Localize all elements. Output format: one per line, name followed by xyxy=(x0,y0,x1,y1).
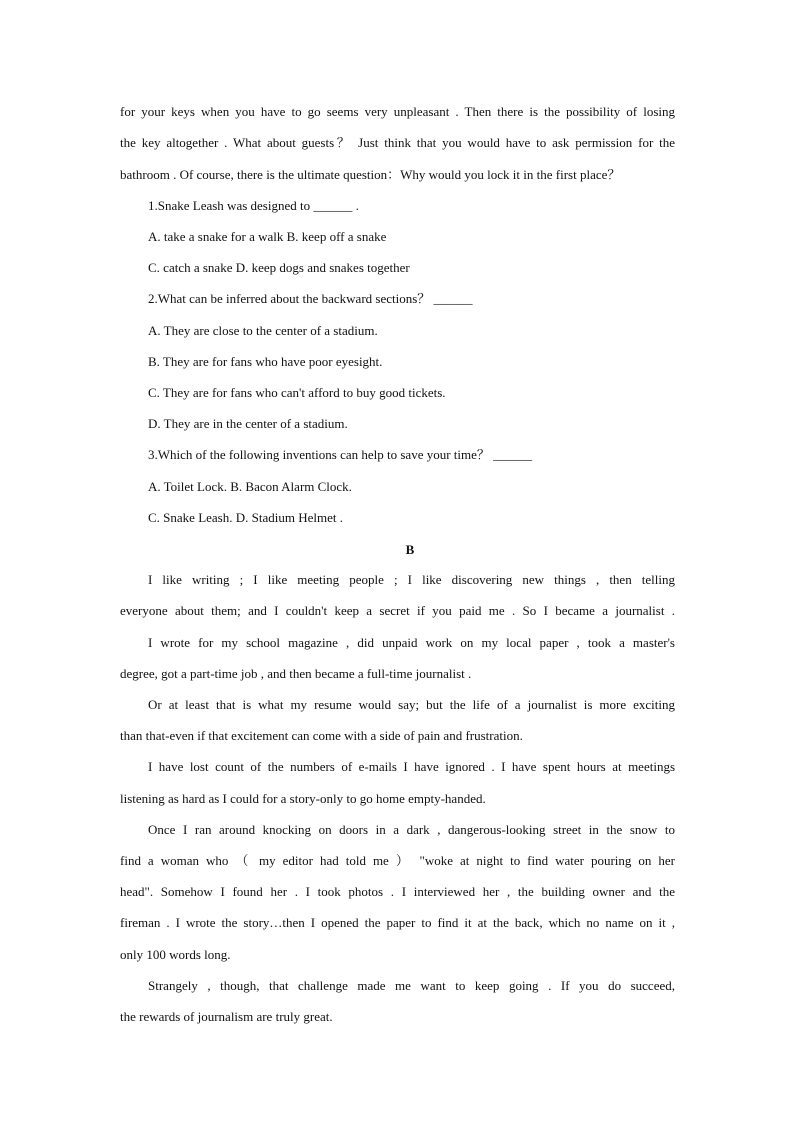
section-b-line: find a woman who （ my editor had told me ） "woke at night to find water pouring on her xyxy=(120,853,675,868)
passage-a-line-1: for your keys when you have to go seems very unpleasant . Then there is the possibility of losing xyxy=(120,104,675,119)
passage-a-line-3: bathroom . Of course, there is the ultimate question：Why would you lock it in the first place？ xyxy=(120,167,621,182)
question-1-options-ab: A. take a snake for a walk B. keep off a snake xyxy=(148,229,387,244)
section-b-line: degree, got a part-time job , and then became a full-time journalist . xyxy=(120,666,472,681)
question-1-stem: 1.Snake Leash was designed to ______ . xyxy=(148,198,359,213)
question-2-stem: 2.What can be inferred about the backward sections？ ______ xyxy=(148,291,473,306)
question-2-option-b: B. They are for fans who have poor eyesight. xyxy=(148,354,383,369)
question-1-options-cd: C. catch a snake D. keep dogs and snakes together xyxy=(148,260,410,275)
section-b-line: Or at least that is what my resume would say; but the life of a journalist is more exciting xyxy=(148,697,675,712)
section-b-line: I like writing ; I like meeting people ; I like discovering new things , then telling xyxy=(148,572,675,587)
section-b-line: Once I ran around knocking on doors in a dark , dangerous-looking street in the snow to xyxy=(148,822,675,837)
section-b-line: I have lost count of the numbers of e-mails I have ignored . I have spent hours at meetings xyxy=(148,759,675,774)
question-2-option-c: C. They are for fans who can't afford to buy good tickets. xyxy=(148,385,446,400)
question-3-options-cd: C. Snake Leash. D. Stadium Helmet . xyxy=(148,510,343,525)
section-b-line: fireman . I wrote the story…then I opened the paper to find it at the back, which no name on it , xyxy=(120,915,675,930)
section-b-line: head". Somehow I found her . I took photos . I interviewed her , the building owner and the xyxy=(120,884,675,899)
question-2-option-d: D. They are in the center of a stadium. xyxy=(148,416,348,431)
section-b-line: than that-even if that excitement can come with a side of pain and frustration. xyxy=(120,728,523,743)
question-3-options-ab: A. Toilet Lock. B. Bacon Alarm Clock. xyxy=(148,479,352,494)
question-3-stem: 3.Which of the following inventions can help to save your time？ ______ xyxy=(148,447,533,462)
section-b-line: listening as hard as I could for a story-only to go home empty-handed. xyxy=(120,791,486,806)
section-b-line: Strangely , though, that challenge made me want to keep going . If you do succeed, xyxy=(148,978,675,993)
section-b-line: I wrote for my school magazine , did unpaid work on my local paper , took a master's xyxy=(148,635,675,650)
section-b-heading: B xyxy=(405,542,415,557)
section-b-line: everyone about them; and I couldn't keep a secret if you paid me . So I became a journalist . xyxy=(120,603,675,618)
question-2-option-a: A. They are close to the center of a stadium. xyxy=(148,323,378,338)
section-b-line: only 100 words long. xyxy=(120,947,231,962)
passage-a-line-2: the key altogether . What about guests？ Just think that you would have to ask permission for the xyxy=(120,135,675,150)
section-b-line: the rewards of journalism are truly great. xyxy=(120,1009,333,1024)
